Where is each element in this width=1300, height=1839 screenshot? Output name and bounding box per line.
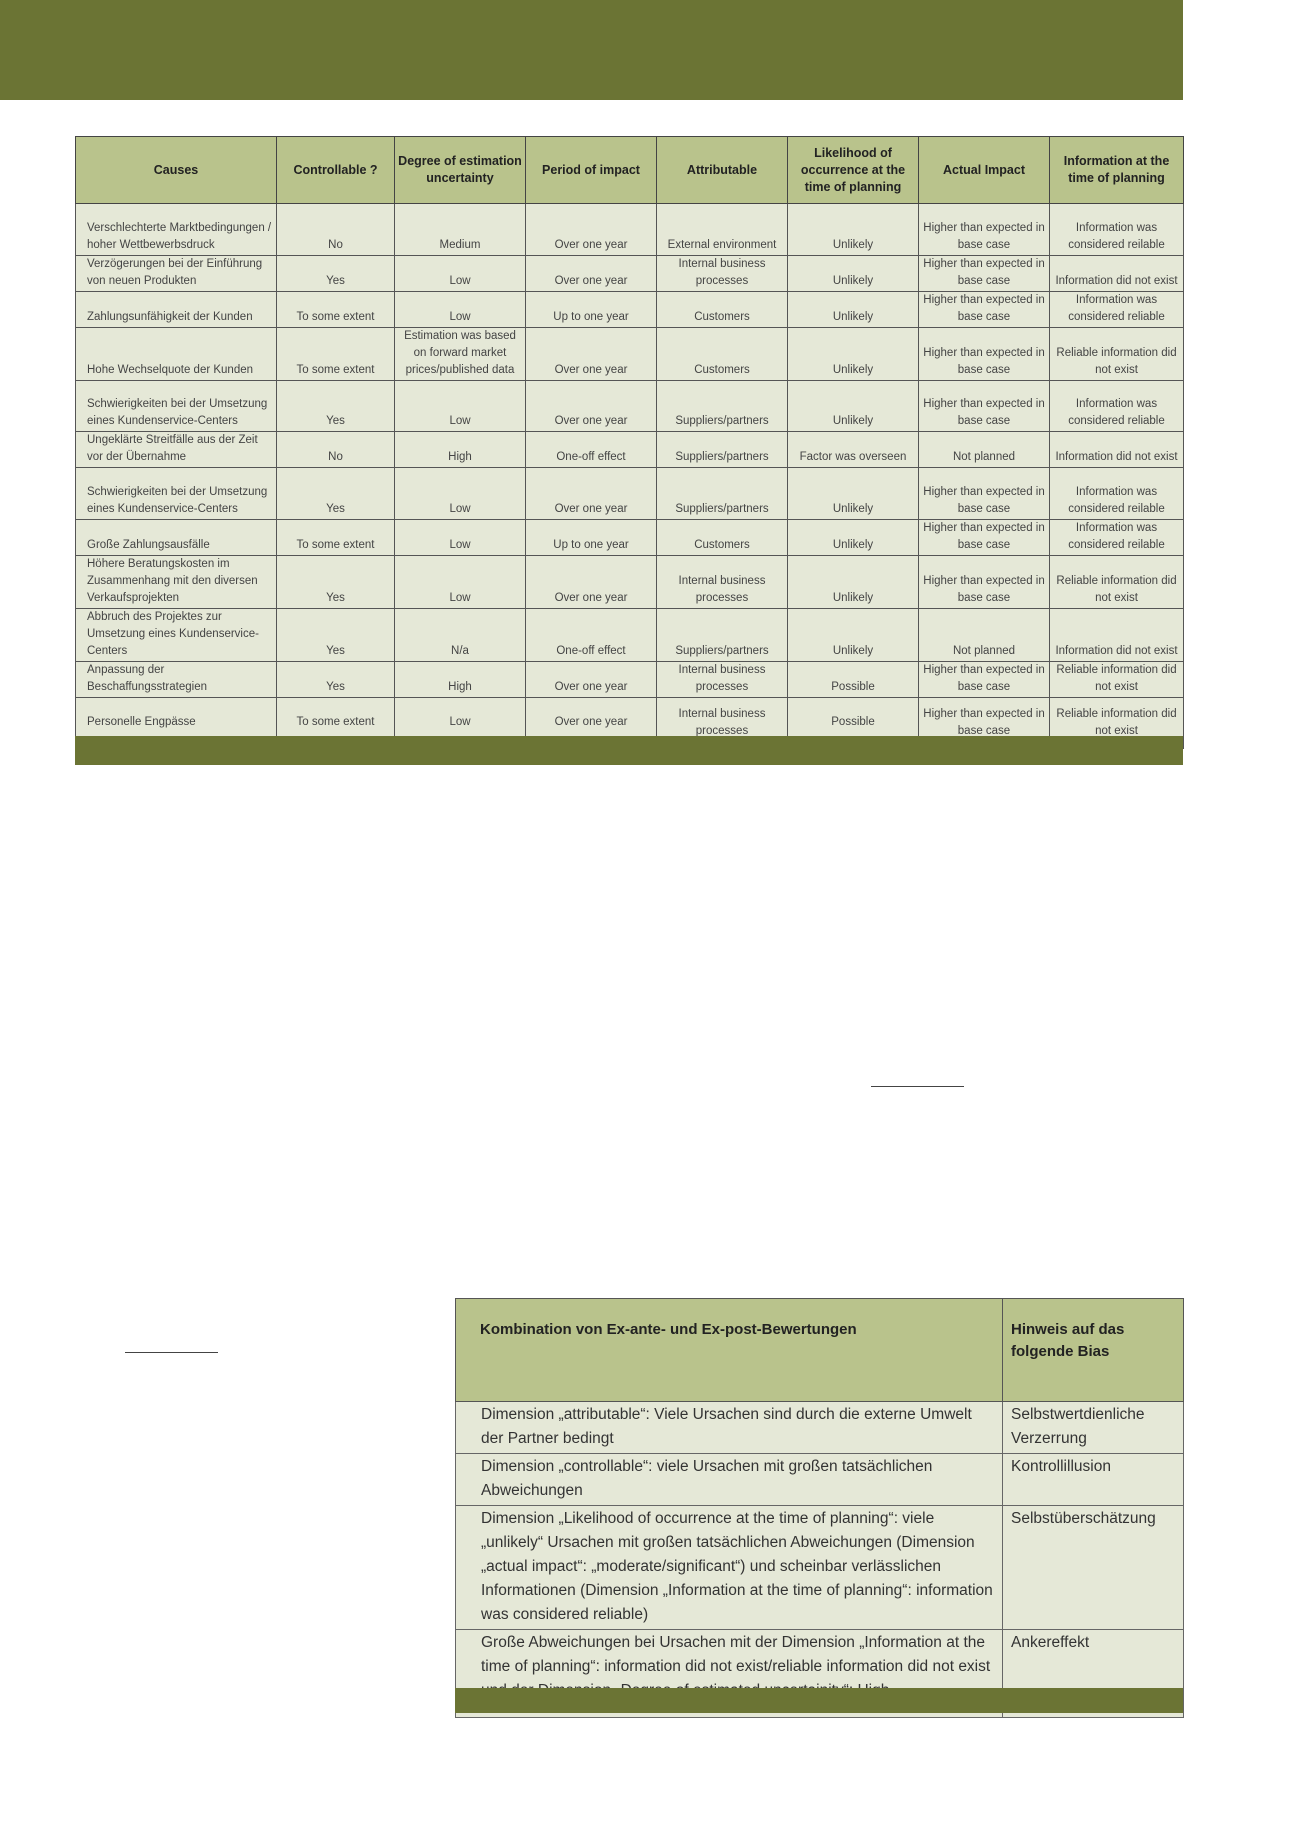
cell-uncertainty: Low — [395, 292, 526, 328]
table-row — [76, 292, 1184, 328]
cell-controllable: No — [277, 432, 395, 468]
header-information-at-time-of-planning: Information at the time of planning — [1050, 137, 1184, 204]
cell-controllable: To some extent — [277, 292, 395, 328]
cell-attributable: Customers — [657, 292, 788, 328]
cell-controllable: To some extent — [277, 328, 395, 381]
cell-likelihood: Factor was overseen — [788, 432, 919, 468]
header-bias-hint: Hinweis auf das folgende Bias — [1003, 1299, 1184, 1402]
cell-information: Information was considered reilable — [1050, 204, 1184, 256]
cell-likelihood: Unlikely — [788, 468, 919, 520]
cell-period: Over one year — [526, 256, 657, 292]
cell-period: One-off effect — [526, 609, 657, 662]
cell-controllable: To some extent — [277, 698, 395, 749]
table-row — [76, 381, 1184, 432]
cell-uncertainty: Estimation was based on forward market prices/published data — [395, 328, 526, 381]
causes-table — [75, 136, 1184, 749]
cell-information: Reliable information did not exist — [1050, 556, 1184, 609]
cell-uncertainty: Low — [395, 468, 526, 520]
cell-actual-impact: Higher than expected in base case — [919, 292, 1050, 328]
cell-information: Reliable information did not exist — [1050, 662, 1184, 698]
cell-period: Up to one year — [526, 292, 657, 328]
bias-table — [455, 1298, 1184, 1718]
cell-actual-impact: Higher than expected in base case — [919, 256, 1050, 292]
cell-combination: Dimension „attributable“: Viele Ursachen sind durch die externe Umwelt der Partner bedingt — [456, 1402, 1003, 1454]
cell-period: Over one year — [526, 662, 657, 698]
cell-uncertainty: Medium — [395, 204, 526, 256]
header-causes: Causes — [76, 137, 277, 204]
cell-actual-impact: Higher than expected in base case — [919, 698, 1050, 749]
cell-controllable: Yes — [277, 556, 395, 609]
cell-likelihood: Possible — [788, 662, 919, 698]
cell-cause: Schwierigkeiten bei der Umsetzung eines Kundenservice-Centers — [76, 381, 277, 432]
cell-cause: Abbruch des Projektes zur Umsetzung eines Kundenservice-Centers — [76, 609, 277, 662]
cell-likelihood: Unlikely — [788, 328, 919, 381]
cell-controllable: Yes — [277, 609, 395, 662]
header-degree-of-estimation-uncertainty: Degree of estimation uncertainty — [395, 137, 526, 204]
cell-actual-impact: Higher than expected in base case — [919, 381, 1050, 432]
cell-likelihood: Unlikely — [788, 609, 919, 662]
cell-cause: Anpassung der Beschaffungsstrategien — [76, 662, 277, 698]
table-row — [76, 662, 1184, 698]
cell-bias: Selbstwertdienliche Verzerrung — [1003, 1402, 1184, 1454]
cell-attributable: Internal business processes — [657, 698, 788, 749]
bias-table-header-row — [456, 1299, 1184, 1402]
cell-information: Information was considered reliable — [1050, 381, 1184, 432]
cell-period: Over one year — [526, 698, 657, 749]
cell-uncertainty: Low — [395, 556, 526, 609]
underline-rule — [125, 1352, 218, 1353]
cell-cause: Personelle Engpässe — [76, 698, 277, 749]
cell-uncertainty: N/a — [395, 609, 526, 662]
cell-controllable: Yes — [277, 662, 395, 698]
cell-attributable: Suppliers/partners — [657, 381, 788, 432]
cell-information: Information was considered reliable — [1050, 292, 1184, 328]
cell-likelihood: Unlikely — [788, 204, 919, 256]
cell-combination: Dimension „Likelihood of occurrence at the time of planning“: viele „unlikely“ Ursachen mit großen tatsächlichen Abweichungen (Dimension „actual impact“: „moderate/significant“) und scheinbar verlässlichen Informationen (Dimension „Information at the time of planning“: information was considered reliable) — [456, 1506, 1003, 1630]
cell-information: Information was considered reilable — [1050, 520, 1184, 556]
cell-information: Information did not exist — [1050, 256, 1184, 292]
header-attributable: Attributable — [657, 137, 788, 204]
causes-table-header-row — [76, 137, 1184, 204]
cell-actual-impact: Higher than expected in base case — [919, 520, 1050, 556]
cell-likelihood: Possible — [788, 698, 919, 749]
cell-period: Over one year — [526, 381, 657, 432]
header-actual-impact: Actual Impact — [919, 137, 1050, 204]
table-row — [76, 556, 1184, 609]
cell-cause: Höhere Beratungskosten im Zusammenhang mit den diversen Verkaufsprojekten — [76, 556, 277, 609]
cell-period: Up to one year — [526, 520, 657, 556]
cell-attributable: Internal business processes — [657, 662, 788, 698]
underline-rule — [871, 1086, 964, 1087]
cell-cause: Schwierigkeiten bei der Umsetzung eines Kundenservice-Centers — [76, 468, 277, 520]
cell-uncertainty: Low — [395, 256, 526, 292]
cell-bias: Selbstüberschätzung — [1003, 1506, 1184, 1630]
cell-controllable: To some extent — [277, 520, 395, 556]
cell-cause: Hohe Wechselquote der Kunden — [76, 328, 277, 381]
cell-controllable: No — [277, 204, 395, 256]
table-row — [456, 1402, 1184, 1454]
top-header-band — [0, 0, 1183, 100]
cell-likelihood: Unlikely — [788, 256, 919, 292]
cell-likelihood: Unlikely — [788, 381, 919, 432]
cell-likelihood: Unlikely — [788, 520, 919, 556]
cell-actual-impact: Not planned — [919, 432, 1050, 468]
cell-uncertainty: Low — [395, 381, 526, 432]
table-row — [456, 1506, 1184, 1630]
cell-actual-impact: Higher than expected in base case — [919, 662, 1050, 698]
cell-cause: Verschlechterte Marktbedingungen / hoher Wettbewerbsdruck — [76, 204, 277, 256]
table-row — [76, 256, 1184, 292]
table-row — [76, 609, 1184, 662]
cell-actual-impact: Higher than expected in base case — [919, 468, 1050, 520]
cell-actual-impact: Higher than expected in base case — [919, 204, 1050, 256]
cell-attributable: Customers — [657, 520, 788, 556]
header-period-of-impact: Period of impact — [526, 137, 657, 204]
header-controllable: Controllable ? — [277, 137, 395, 204]
cell-controllable: Yes — [277, 381, 395, 432]
cell-bias: Ankereffekt — [1003, 1630, 1184, 1718]
cell-period: Over one year — [526, 328, 657, 381]
table-row — [76, 468, 1184, 520]
cell-combination: Dimension „controllable“: viele Ursachen mit großen tatsächlichen Abweichungen — [456, 1454, 1003, 1506]
cell-actual-impact: Higher than expected in base case — [919, 328, 1050, 381]
cell-information: Information did not exist — [1050, 432, 1184, 468]
header-likelihood-of-occurrence: Likelihood of occurrence at the time of planning — [788, 137, 919, 204]
cell-information: Reliable information did not exist — [1050, 328, 1184, 381]
cell-period: Over one year — [526, 468, 657, 520]
table-row — [456, 1454, 1184, 1506]
cell-likelihood: Unlikely — [788, 292, 919, 328]
cell-actual-impact: Higher than expected in base case — [919, 556, 1050, 609]
causes-table-footer-band — [75, 736, 1183, 765]
cell-attributable: Internal business processes — [657, 256, 788, 292]
cell-actual-impact: Not planned — [919, 609, 1050, 662]
cell-attributable: Suppliers/partners — [657, 432, 788, 468]
cell-attributable: External environment — [657, 204, 788, 256]
table-row — [76, 432, 1184, 468]
bias-table-footer-band — [455, 1688, 1183, 1713]
cell-controllable: Yes — [277, 468, 395, 520]
cell-attributable: Internal business processes — [657, 556, 788, 609]
cell-cause: Ungeklärte Streitfälle aus der Zeit vor der Übernahme — [76, 432, 277, 468]
cell-uncertainty: High — [395, 432, 526, 468]
cell-attributable: Suppliers/partners — [657, 609, 788, 662]
table-row — [76, 520, 1184, 556]
cell-attributable: Customers — [657, 328, 788, 381]
cell-cause: Große Zahlungsausfälle — [76, 520, 277, 556]
table-row — [76, 204, 1184, 256]
cell-combination: Große Abweichungen bei Ursachen mit der Dimension „Information at the time of planning“: information did not exist/reliable information did not exist — [456, 1630, 1003, 1718]
cell-uncertainty: Low — [395, 698, 526, 749]
cell-controllable: Yes — [277, 256, 395, 292]
cell-uncertainty: High — [395, 662, 526, 698]
cell-cause: Verzögerungen bei der Einführung von neuen Produkten — [76, 256, 277, 292]
cell-attributable: Suppliers/partners — [657, 468, 788, 520]
cell-cause: Zahlungsunfähigkeit der Kunden — [76, 292, 277, 328]
table-row — [76, 328, 1184, 381]
cell-likelihood: Unlikely — [788, 556, 919, 609]
cell-information: Reliable information did not exist — [1050, 698, 1184, 749]
cell-period: Over one year — [526, 204, 657, 256]
cell-information: Information was considered reilable — [1050, 468, 1184, 520]
cell-uncertainty: Low — [395, 520, 526, 556]
cell-period: Over one year — [526, 556, 657, 609]
cell-information: Information did not exist — [1050, 609, 1184, 662]
cell-bias: Kontrollillusion — [1003, 1454, 1184, 1506]
cell-period: One-off effect — [526, 432, 657, 468]
header-combination: Kombination von Ex-ante- und Ex-post-Bewertungen — [456, 1299, 1003, 1402]
